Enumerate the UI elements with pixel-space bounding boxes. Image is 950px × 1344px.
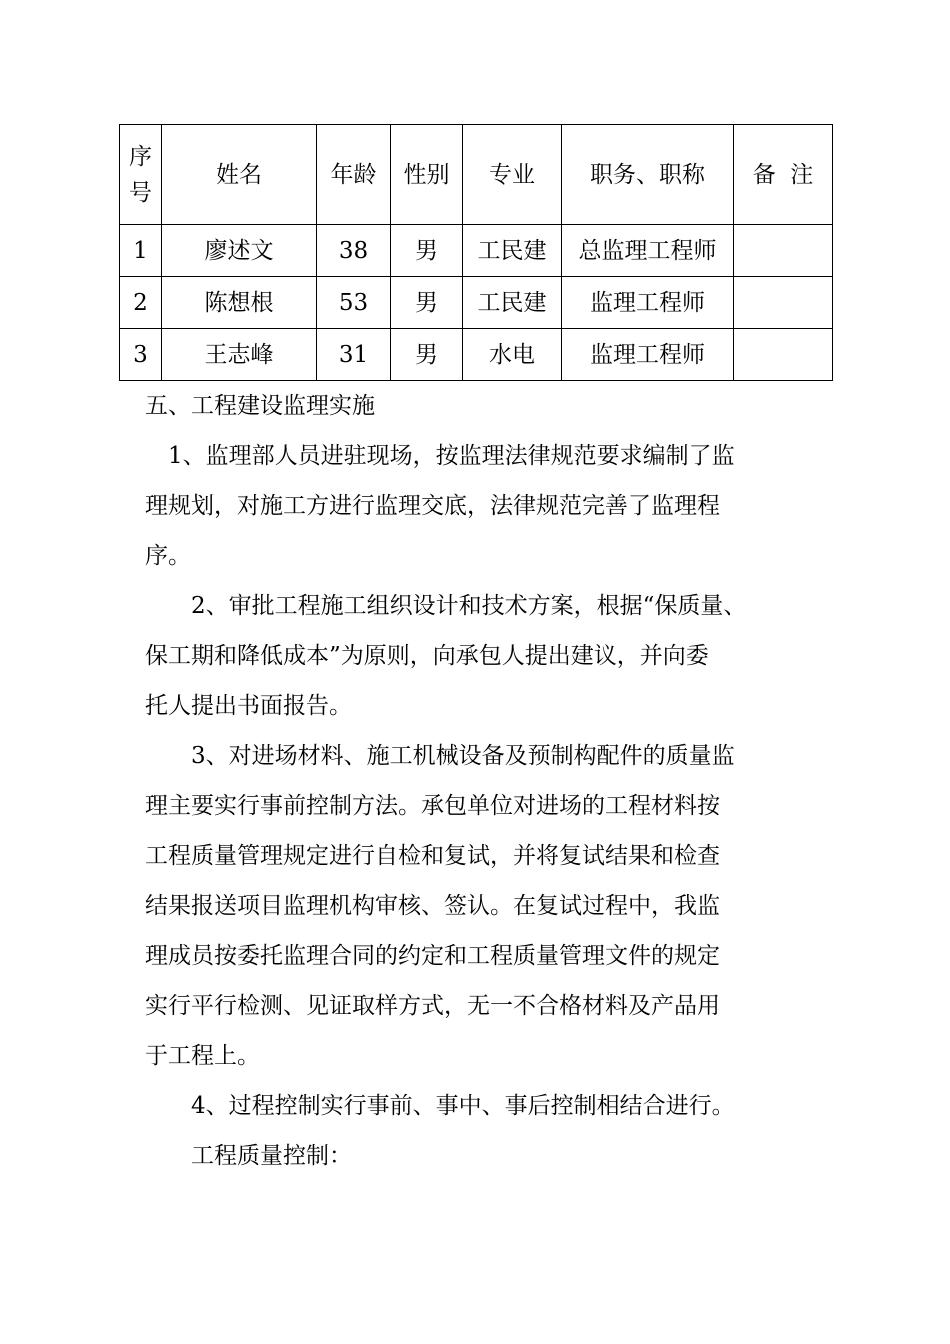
paragraph-line: 序。 bbox=[145, 543, 191, 569]
header-position: 职务、职称 bbox=[562, 125, 734, 225]
header-remarks: 备 注 bbox=[734, 125, 833, 225]
paragraph-line: 保工期和降低成本”为原则，向承包人提出建议，并向委 bbox=[145, 643, 709, 669]
paragraph-line: 于工程上。 bbox=[145, 1043, 260, 1069]
paragraph-line: 托人提出书面报告。 bbox=[145, 693, 352, 719]
cell-name: 陈想根 bbox=[162, 277, 317, 329]
cell-name: 王志峰 bbox=[162, 329, 317, 381]
paragraph-line: 结果报送项目监理机构审核、签认。在复试过程中，我监 bbox=[145, 893, 720, 919]
paragraph-2 bbox=[145, 581, 845, 731]
cell-gender: 男 bbox=[391, 329, 463, 381]
cell-major: 工民建 bbox=[463, 277, 562, 329]
cell-name: 廖述文 bbox=[162, 225, 317, 277]
table-row bbox=[120, 329, 833, 381]
cell-remarks bbox=[734, 225, 833, 277]
header-age: 年龄 bbox=[317, 125, 391, 225]
header-major: 专业 bbox=[463, 125, 562, 225]
header-gender: 性别 bbox=[391, 125, 463, 225]
paragraph-1 bbox=[145, 431, 845, 581]
cell-seq: 1 bbox=[120, 225, 162, 277]
paragraph-line: 理主要实行事前控制方法。承包单位对进场的工程材料按 bbox=[145, 793, 720, 819]
header-seq-line2: 号 bbox=[129, 179, 152, 206]
paragraph-3 bbox=[145, 731, 845, 1081]
cell-position: 总监理工程师 bbox=[562, 225, 734, 277]
paragraph-line: 2、审批工程施工组织设计和技术方案，根据“保质量、 bbox=[191, 593, 747, 619]
cell-age: 31 bbox=[317, 329, 391, 381]
paragraph-line: 工程质量控制： bbox=[191, 1143, 352, 1169]
section-heading: 五、工程建设监理实施 bbox=[145, 393, 375, 419]
table-row bbox=[120, 225, 833, 277]
section-body bbox=[145, 381, 845, 1181]
paragraph-line: 3、对进场材料、施工机械设备及预制构配件的质量监 bbox=[191, 743, 735, 769]
cell-age: 38 bbox=[317, 225, 391, 277]
paragraph-4 bbox=[145, 1081, 845, 1131]
header-name: 姓名 bbox=[162, 125, 317, 225]
cell-remarks bbox=[734, 329, 833, 381]
paragraph-line: 理规划，对施工方进行监理交底，法律规范完善了监理程 bbox=[145, 493, 720, 519]
paragraph-line: 工程质量管理规定进行自检和复试，并将复试结果和检查 bbox=[145, 843, 720, 869]
cell-gender: 男 bbox=[391, 277, 463, 329]
cell-position: 监理工程师 bbox=[562, 277, 734, 329]
table-header-row bbox=[120, 125, 833, 225]
staff-table bbox=[119, 124, 833, 381]
cell-age: 53 bbox=[317, 277, 391, 329]
subheading-quality-control bbox=[145, 1131, 845, 1181]
cell-seq: 3 bbox=[120, 329, 162, 381]
cell-seq: 2 bbox=[120, 277, 162, 329]
paragraph-line: 理成员按委托监理合同的约定和工程质量管理文件的规定 bbox=[145, 943, 720, 969]
paragraph-line: 实行平行检测、见证取样方式，无一不合格材料及产品用 bbox=[145, 993, 720, 1019]
paragraph-line: 1、监理部人员进驻现场，按监理法律规范要求编制了监 bbox=[168, 443, 735, 469]
cell-position: 监理工程师 bbox=[562, 329, 734, 381]
header-seq-line1: 序 bbox=[129, 143, 152, 170]
cell-gender: 男 bbox=[391, 225, 463, 277]
paragraph-line: 4、过程控制实行事前、事中、事后控制相结合进行。 bbox=[191, 1093, 735, 1119]
table-row bbox=[120, 277, 833, 329]
cell-remarks bbox=[734, 277, 833, 329]
cell-major: 水电 bbox=[463, 329, 562, 381]
cell-major: 工民建 bbox=[463, 225, 562, 277]
header-seq bbox=[120, 125, 162, 225]
